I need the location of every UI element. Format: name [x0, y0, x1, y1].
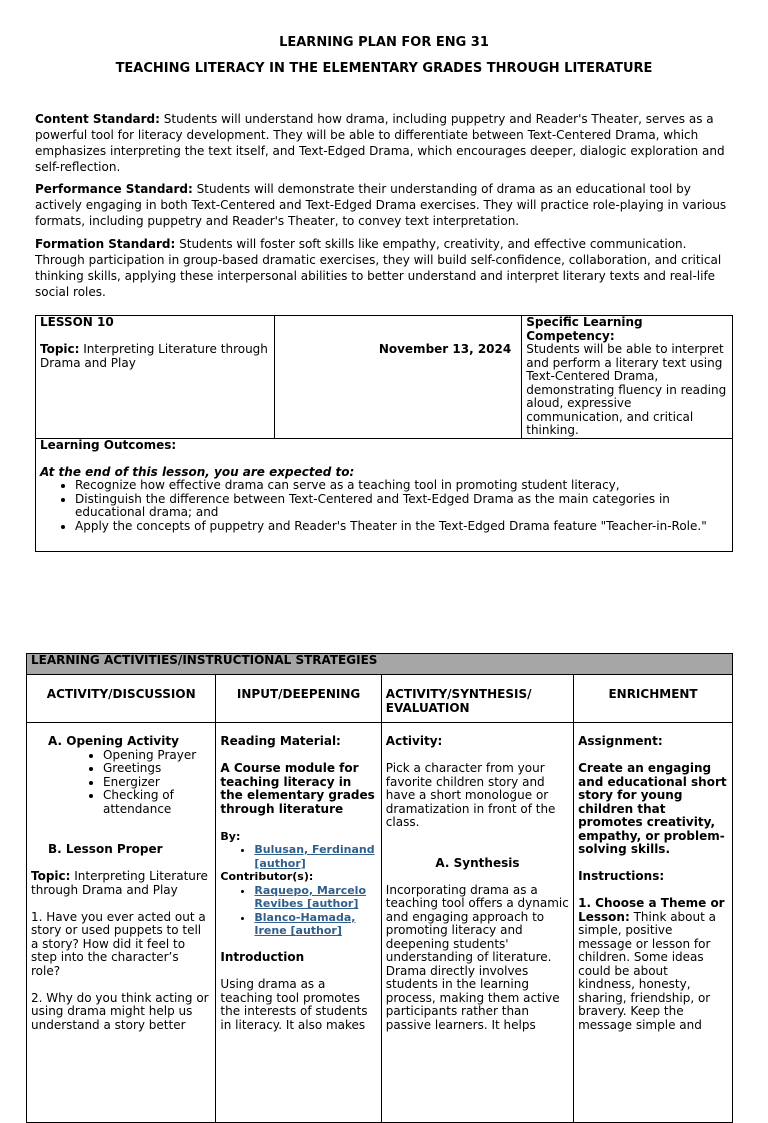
activity-label: Activity: [385, 734, 443, 748]
opening-item: • Energizer [103, 776, 211, 790]
lesson-topic-label: Topic: [40, 342, 80, 356]
outcome-item: • Distinguish the difference between Text-Centered and Text-Edged Drama as the main categories in educational drama; and [75, 493, 728, 520]
author-list [220, 843, 376, 870]
enrichment-cell [574, 723, 733, 1123]
lesson-topic-text: Interpreting Literature through Drama and Play [40, 342, 268, 370]
outcome-item: • Apply the concepts of puppetry and Reader's Theater in the Text-Edged Drama feature "Teacher-in-Role." [75, 520, 728, 534]
lesson-proper-topic-label: Topic: [31, 869, 71, 883]
synthesis-text: Incorporating drama as a teaching tool offers a dynamic and engaging approach to promoting literacy and deepening students' understanding of literature. Drama directly involves students in the learning process, making them active participants rather than passive learners. It helps [385, 882, 569, 1032]
header-activity-discussion: ACTIVITY/DISCUSSION [27, 675, 216, 723]
reading-material-label: Reading Material: [220, 734, 341, 748]
outcomes-label: Learning Outcomes: [40, 437, 177, 452]
header-enrichment: ENRICHMENT [574, 675, 733, 723]
lesson-proper-title: B. Lesson Proper [48, 842, 163, 856]
competency-text: Students will be able to interpret and perform a literary text using Text-Centered Drama, demonstrating fluency in reading aloud, expressive communication, and critical thinking. [526, 342, 727, 437]
synthesis-label: A. Synthesis [435, 855, 520, 870]
course-title: TEACHING LITERACY IN THE ELEMENTARY GRADES THROUGH LITERATURE [115, 61, 653, 76]
lesson-proper-topic [31, 870, 211, 897]
opening-activity-list [31, 749, 211, 817]
author-link[interactable]: Bulusan, Ferdinand [author] [254, 843, 375, 870]
course-module-title: A Course module for teaching literacy in the elementary grades through literature [220, 761, 375, 816]
input-deepening-cell [216, 723, 381, 1123]
competency-label: Specific Learning Competency: [526, 315, 643, 343]
lesson-topic [40, 343, 270, 370]
activity-text: Pick a character from your favorite children story and have a short monologue or dramatization in front of the class. [385, 761, 556, 829]
contributors-label: Contributor(s): [220, 870, 314, 883]
activity-discussion-cell [27, 723, 216, 1123]
formation-standard-label: Formation Standard: [35, 237, 176, 251]
instruction-step-1 [578, 897, 728, 1032]
activities-table [26, 653, 733, 1123]
competency-cell [522, 316, 733, 439]
opening-activity-title: A. Opening Activity [48, 734, 179, 748]
content-standard-text: Students will understand how drama, including puppetry and Reader's Theater, serves as a powerful tool for literacy development. They will be able to differentiate between Text-Centered Drama, which emphasizes interpreting the text itself, and Text-Edged Drama, which encourages deeper, dialogic exploration and self-reflection. [35, 112, 725, 174]
header-synthesis-evaluation: ACTIVITY/SYNTHESIS/ EVALUATION [381, 675, 573, 723]
plan-title: LEARNING PLAN FOR ENG 31 [279, 35, 489, 50]
synthesis-evaluation-cell [381, 723, 573, 1123]
contributor-link[interactable]: Blanco-Hamada, Irene [author] [254, 910, 356, 937]
contributor-link[interactable]: Raquepo, Marcelo Revibes [author] [254, 883, 367, 910]
performance-standard-label: Performance Standard: [35, 182, 193, 196]
step-1-text: Think about a simple, positive message or lesson for children. Some ideas could be about kindness, honesty, sharing, friendship, or bravery. Keep the message simple and [578, 909, 716, 1032]
content-standard [35, 111, 735, 175]
introduction-text: Using drama as a teaching tool promotes the interests of students in literacy. It also makes [220, 977, 368, 1032]
opening-item: • Checking of attendance [103, 789, 211, 816]
by-label: By: [220, 829, 241, 843]
instructions-label: Instructions: [578, 869, 665, 883]
lesson-table [35, 315, 733, 552]
performance-standard [35, 181, 735, 229]
step-1-label: 1. Choose a Theme or Lesson: [578, 896, 725, 924]
discussion-question: 1. Have you ever acted out a story or used puppets to tell a story? How did it feel to step into the character’s role? [31, 909, 206, 978]
activities-section-title: LEARNING ACTIVITIES/INSTRUCTIONAL STRATEGIES [27, 654, 733, 675]
lesson-date: November 13, 2024 [274, 316, 522, 439]
discussion-question: 2. Why do you think acting or using drama might help us understand a story better [31, 990, 209, 1032]
performance-standard-text: Students will demonstrate their understanding of drama as an educational tool by actively engaging in both Text-Centered and Text-Edged Drama exercises. They will practice role-playing in various formats, including puppetry and Reader's Theater, to convey text interpretation. [35, 182, 727, 228]
opening-item: • Greetings [103, 762, 211, 776]
assignment-text: Create an engaging and educational short story for young children that promotes creativity, empathy, or problem-solving skills. [578, 761, 727, 856]
formation-standard-text: Students will foster soft skills like empathy, creativity, and effective communication. Through participation in group-based dramatic exercises, they will build self-confidence, collaboration, and critical thinking skills, applying these interpersonal abilities to better understand and interpret literary texts and real-life social roles. [35, 237, 722, 299]
learning-outcomes-cell [36, 438, 733, 551]
contributor-list [220, 884, 376, 938]
outcomes-intro: At the end of this lesson, you are expected to: [40, 464, 355, 479]
outcome-item: • Recognize how effective drama can serve as a teaching tool in promoting student literacy, [75, 479, 728, 493]
header-input-deepening: INPUT/DEEPENING [216, 675, 381, 723]
lesson-info-cell [36, 316, 275, 439]
introduction-label: Introduction [220, 950, 305, 964]
opening-item: • Opening Prayer [103, 749, 211, 763]
formation-standard [35, 236, 735, 300]
assignment-label: Assignment: [578, 734, 663, 748]
outcomes-list [40, 479, 728, 533]
content-standard-label: Content Standard: [35, 112, 160, 126]
lesson-number: LESSON 10 [40, 315, 114, 329]
lesson-proper-topic-text: Interpreting Literature through Drama and Play [31, 869, 208, 897]
